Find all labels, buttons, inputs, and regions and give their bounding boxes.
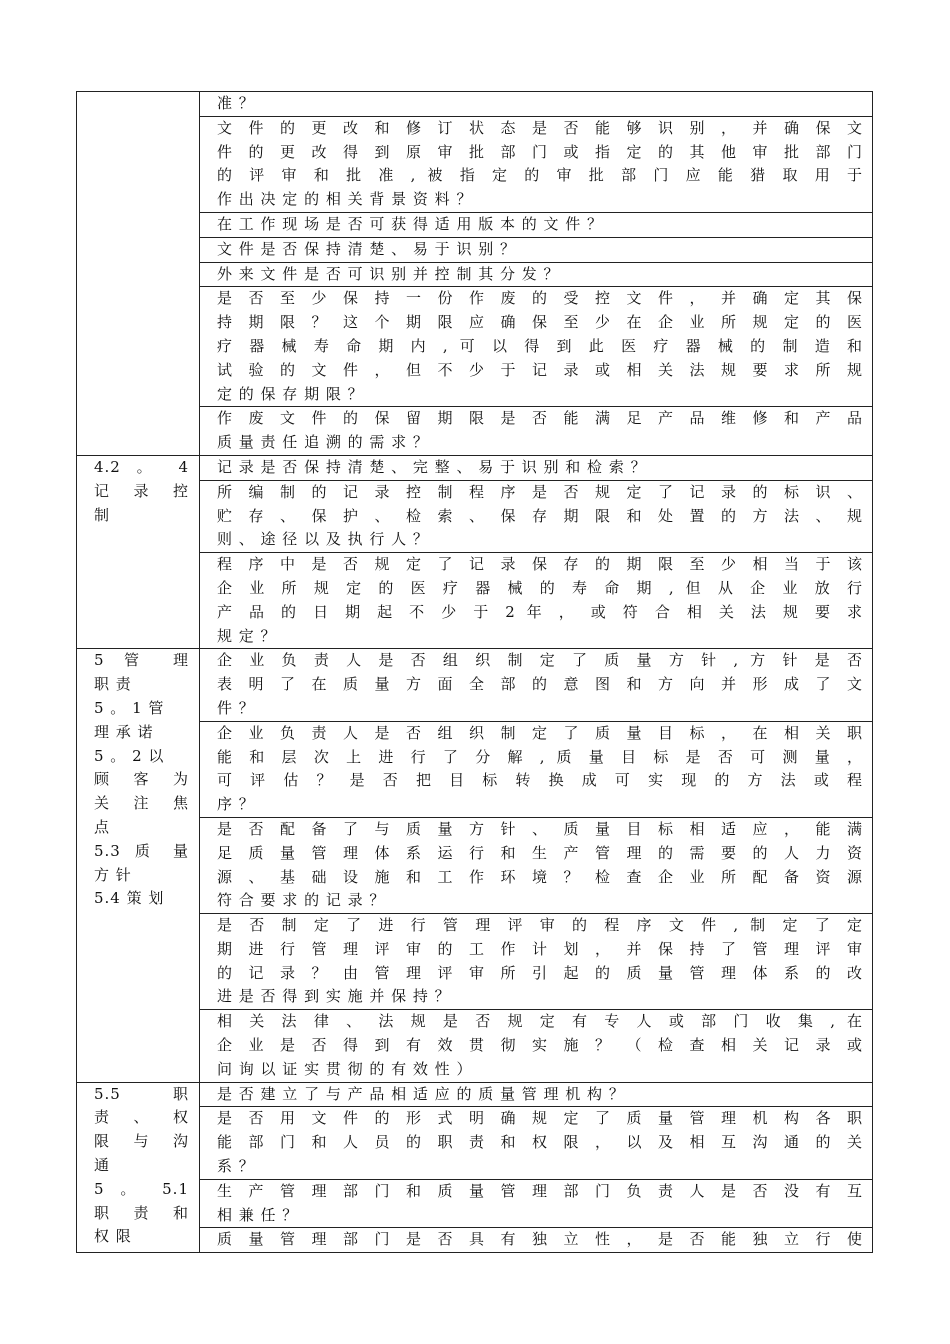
section-label: 5 管 理 (94, 651, 189, 670)
question-line: 企 业 负 责 人 是 否 组 织 制 定 了 质 量 方 针 , 方 针 是 否 (217, 651, 863, 670)
section-cell (77, 1082, 200, 1253)
section-label: 5.4 策 划 (94, 889, 165, 908)
question-line: 准 ？ (217, 94, 255, 112)
section-label: 职 责 和 (94, 1203, 189, 1222)
table-row (77, 1082, 873, 1107)
question-line: 足 质 量 管 理 体 系 运 行 和 生 产 管 理 的 需 要 的 人 力 资 (217, 843, 863, 862)
question-line: 生 产 管 理 部 门 和 质 量 管 理 部 门 负 责 人 是 否 没 有 互 (217, 1181, 863, 1200)
question-line: 是 否 配 备 了 与 质 量 方 针 、 质 量 目 标 相 适 应 ， 能 满 (217, 819, 863, 838)
table-row (77, 92, 873, 117)
section-cell (77, 92, 200, 456)
question-line: 序 ？ (217, 795, 255, 814)
question-line: 进 是 否 得 到 实 施 并 保 持 ？ (217, 987, 451, 1006)
section-label: 方 针 (94, 865, 132, 884)
question-cell (200, 92, 873, 117)
question-cell (200, 237, 873, 262)
question-line: 是 否 至 少 保 持 一 份 作 废 的 受 控 文 件 ， 并 确 定 其 保 (217, 289, 863, 308)
section-label: 权 限 (94, 1227, 132, 1246)
question-cell (200, 455, 873, 480)
section-label: 5.3 质 量 (94, 841, 189, 860)
question-line: 可 评 估 ？ 是 否 把 目 标 转 换 成 可 实 现 的 方 法 或 程 (217, 771, 863, 790)
question-line: 贮 存 、 保 护 、 检 索 、 保 存 期 限 和 处 置 的 方 法 、 规 (217, 506, 863, 525)
question-line: 相 兼 任 ？ (217, 1205, 299, 1224)
question-line: 能 部 门 和 人 员 的 职 责 和 权 限 ， 以 及 相 互 沟 通 的 关 (217, 1133, 863, 1152)
question-cell (200, 817, 873, 913)
table-row (77, 649, 873, 721)
question-cell (200, 1010, 873, 1082)
question-cell (200, 480, 873, 552)
question-line: 规 定 ？ (217, 626, 277, 645)
question-cell (200, 262, 873, 287)
question-line: 作 废 文 件 的 保 留 期 限 是 否 能 满 足 产 品 维 修 和 产 品 (217, 409, 863, 428)
question-line: 记 录 是 否 保 持 清 楚 、 完 整 、 易 于 识 别 和 检 索 ？ (217, 457, 647, 476)
section-label: 理 承 诺 (94, 722, 154, 741)
question-line: 企 业 所 规 定 的 医 疗 器 械 的 寿 命 期 , 但 从 企 业 放 行 (217, 578, 863, 597)
question-line: 所 编 制 的 记 录 控 制 程 序 是 否 规 定 了 记 录 的 标 识 、 (217, 482, 863, 501)
question-line: 在 工 作 现 场 是 否 可 获 得 适 用 版 本 的 文 件 ？ (217, 214, 604, 233)
section-label: 点 (94, 817, 111, 836)
section-label: 顾 客 为 (94, 770, 189, 789)
question-line: 持 期 限 ？ 这 个 期 限 应 确 保 至 少 在 企 业 所 规 定 的 医 (217, 313, 863, 332)
section-label: 5.5 职 (94, 1084, 189, 1103)
question-line: 是 否 用 文 件 的 形 式 明 确 规 定 了 质 量 管 理 机 构 各 职 (217, 1109, 863, 1128)
table-row (77, 455, 873, 480)
section-cell (77, 455, 200, 648)
section-label: 记 录 控 (94, 481, 189, 500)
section-label: 5 。 1 管 (94, 698, 165, 717)
question-line: 表 明 了 在 质 量 方 面 全 部 的 意 图 和 方 向 并 形 成 了 文 (217, 675, 863, 694)
question-line: 定 的 保 存 期 限 ？ (217, 384, 364, 403)
question-line: 企 业 是 否 得 到 有 效 贯 彻 实 施 ？ （ 检 查 相 关 记 录 或 (217, 1036, 863, 1055)
question-line: 符 合 要 求 的 记 录 ？ (217, 891, 386, 910)
question-cell (200, 212, 873, 237)
section-label: 制 (94, 505, 111, 524)
question-line: 问 询 以 证 实 贯 彻 的 有 效 性 ） (217, 1059, 473, 1078)
question-line: 质 量 管 理 部 门 是 否 具 有 独 立 性 ， 是 否 能 独 立 行 使 (217, 1230, 863, 1249)
question-cell (200, 1082, 873, 1107)
question-line: 能 和 层 次 上 进 行 了 分 解 , 质 量 目 标 是 否 可 测 量 ， (217, 747, 863, 766)
section-label: 关 注 焦 (94, 794, 189, 813)
question-line: 期 进 行 管 理 评 审 的 工 作 计 划 ， 并 保 持 了 管 理 评 审 (217, 939, 863, 958)
question-line: 的 评 审 和 批 准 , 被 指 定 的 审 批 部 门 应 能 猎 取 用 于 (217, 166, 863, 185)
question-cell (200, 1107, 873, 1179)
question-line: 疗 器 械 寿 命 期 内 , 可 以 得 到 此 医 疗 器 械 的 制 造 和 (217, 336, 863, 355)
question-line: 系 ？ (217, 1157, 255, 1176)
question-line: 件 ？ (217, 698, 255, 717)
question-line: 外 来 文 件 是 否 可 识 别 并 控 制 其 分 发 ？ (217, 264, 560, 283)
question-line: 产 品 的 日 期 起 不 少 于 2 年 ， 或 符 合 相 关 法 规 要 求 (217, 602, 863, 621)
question-line: 文 件 的 更 改 和 修 订 状 态 是 否 能 够 识 别 ， 并 确 保 文 (217, 118, 863, 137)
question-line: 试 验 的 文 件 ， 但 不 少 于 记 录 或 相 关 法 规 要 求 所 规 (217, 360, 863, 379)
section-label: 责 、 权 (94, 1108, 189, 1127)
question-line: 件 的 更 改 得 到 原 审 批 部 门 或 指 定 的 其 他 审 批 部 门 (217, 142, 863, 161)
section-label: 5 。 5.1 (94, 1179, 189, 1198)
question-cell (200, 287, 873, 407)
question-line: 质 量 责 任 追 溯 的 需 求 ？ (217, 433, 429, 452)
section-label: 通 (94, 1156, 111, 1175)
question-line: 的 记 录 ？ 由 管 理 评 审 所 引 起 的 质 量 管 理 体 系 的 改 (217, 963, 863, 982)
question-line: 程 序 中 是 否 规 定 了 记 录 保 存 的 期 限 至 少 相 当 于 该 (217, 555, 863, 574)
section-label: 5 。 2 以 (94, 746, 165, 765)
question-cell (200, 553, 873, 649)
question-cell (200, 914, 873, 1010)
question-cell (200, 116, 873, 212)
question-cell (200, 721, 873, 817)
question-line: 是 否 制 定 了 进 行 管 理 评 审 的 程 序 文 件 , 制 定 了 定 (217, 916, 863, 935)
question-cell (200, 407, 873, 456)
question-line: 作 出 决 定 的 相 关 背 景 资 料 ？ (217, 190, 473, 209)
question-line: 企 业 负 责 人 是 否 组 织 制 定 了 质 量 目 标 ， 在 相 关 职 (217, 723, 863, 742)
audit-checklist-table (76, 91, 873, 1253)
question-line: 是 否 建 立 了 与 产 品 相 适 应 的 质 量 管 理 机 构 ？ (217, 1084, 625, 1103)
section-label: 职 责 (94, 675, 132, 694)
section-label: 限 与 沟 (94, 1132, 189, 1151)
question-line: 文 件 是 否 保 持 清 楚 、 易 于 识 别 ？ (217, 239, 516, 258)
question-cell (200, 1228, 873, 1253)
question-line: 源 、 基 础 设 施 和 工 作 环 境 ？ 检 查 企 业 所 配 备 资 源 (217, 867, 863, 886)
question-cell (200, 1179, 873, 1228)
section-label: 4.2 。 4 (94, 457, 189, 476)
question-cell (200, 649, 873, 721)
section-cell (77, 649, 200, 1082)
question-line: 相 关 法 律 、 法 规 是 否 规 定 有 专 人 或 部 门 收 集 , 在 (217, 1012, 863, 1031)
question-line: 则 、 途 径 以 及 执 行 人 ？ (217, 530, 429, 549)
